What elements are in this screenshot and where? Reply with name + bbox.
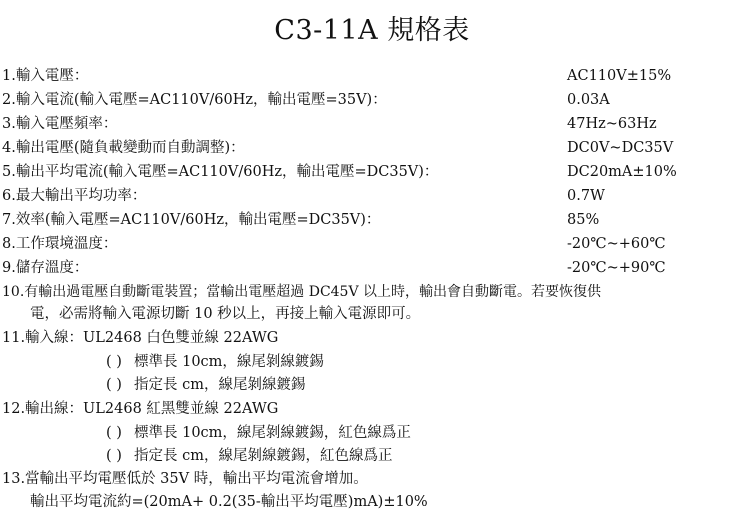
spec-value: DC20mA±10%: [567, 164, 677, 180]
option-label: 標準長 10cm，線尾剝線鍍錫，紅色線爲正: [134, 425, 411, 441]
output-wire-heading: 12.輸出線：UL2468 紅黑雙並線 22AWG: [2, 401, 279, 417]
spec-value: 85%: [567, 212, 600, 228]
spec-label: 1.輸入電壓：: [2, 68, 89, 84]
spec-label: 5.輸出平均電流(輸入電壓=AC110V/60Hz，輸出電壓=DC35V)：: [2, 164, 439, 180]
page-title: C3-11A 規格表: [274, 15, 470, 46]
input-wire-option-custom: [106, 373, 506, 397]
output-wire-option-standard: [106, 421, 506, 445]
checkbox[interactable]: ( ): [106, 448, 122, 464]
spec-value: -20℃~+60℃: [567, 236, 666, 252]
spec-value: AC110V±15%: [567, 68, 672, 84]
spec-label: 9.儲存溫度：: [2, 260, 89, 276]
spec-label: 4.輸出電壓(隨負載變動而自動調整)：: [2, 140, 245, 156]
current-note-line1: 13.當輸出平均電壓低於 35V 時，輸出平均電流會增加。: [2, 471, 368, 487]
checkbox[interactable]: ( ): [106, 377, 122, 393]
output-wire-option-custom: [106, 444, 526, 468]
current-note-formula: 輸出平均電流約=(20mA+ 0.2(35-輸出平均電壓)mA)±10%: [30, 494, 428, 510]
spec-value: -20℃~+90℃: [567, 260, 666, 276]
input-wire-option-standard: [106, 350, 506, 374]
option-label: 指定長 cm，線尾剝線鍍錫，紅色線爲正: [134, 448, 393, 464]
option-label: 指定長 cm，線尾剝線鍍錫: [134, 377, 306, 393]
checkbox[interactable]: ( ): [106, 425, 122, 441]
overvoltage-note-line2: 電，必需將輸入電源切斷 10 秒以上，再接上輸入電源即可。: [30, 306, 421, 322]
spec-value: 0.7W: [567, 188, 605, 204]
spec-label: 2.輸入電流(輸入電壓=AC110V/60Hz，輸出電壓=35V)：: [2, 92, 387, 108]
input-wire-heading: 11.輸入線：UL2468 白色雙並線 22AWG: [2, 330, 279, 346]
option-label: 標準長 10cm，線尾剝線鍍錫: [134, 354, 324, 370]
spec-label: 7.效率(輸入電壓=AC110V/60Hz，輸出電壓=DC35V)：: [2, 212, 381, 228]
spec-value: DC0V~DC35V: [567, 140, 674, 156]
spec-label: 6.最大輸出平均功率：: [2, 188, 147, 204]
overvoltage-note-line1: 10.有輸出過電壓自動斷電裝置；當輸出電壓超過 DC45V 以上時，輸出會自動斷電。若要恢復供: [2, 284, 602, 300]
spec-value: 0.03A: [567, 92, 610, 108]
spec-value: 47Hz~63Hz: [567, 116, 657, 132]
checkbox[interactable]: ( ): [106, 354, 122, 370]
spec-label: 3.輸入電壓頻率：: [2, 116, 118, 132]
spec-label: 8.工作環境溫度：: [2, 236, 118, 252]
